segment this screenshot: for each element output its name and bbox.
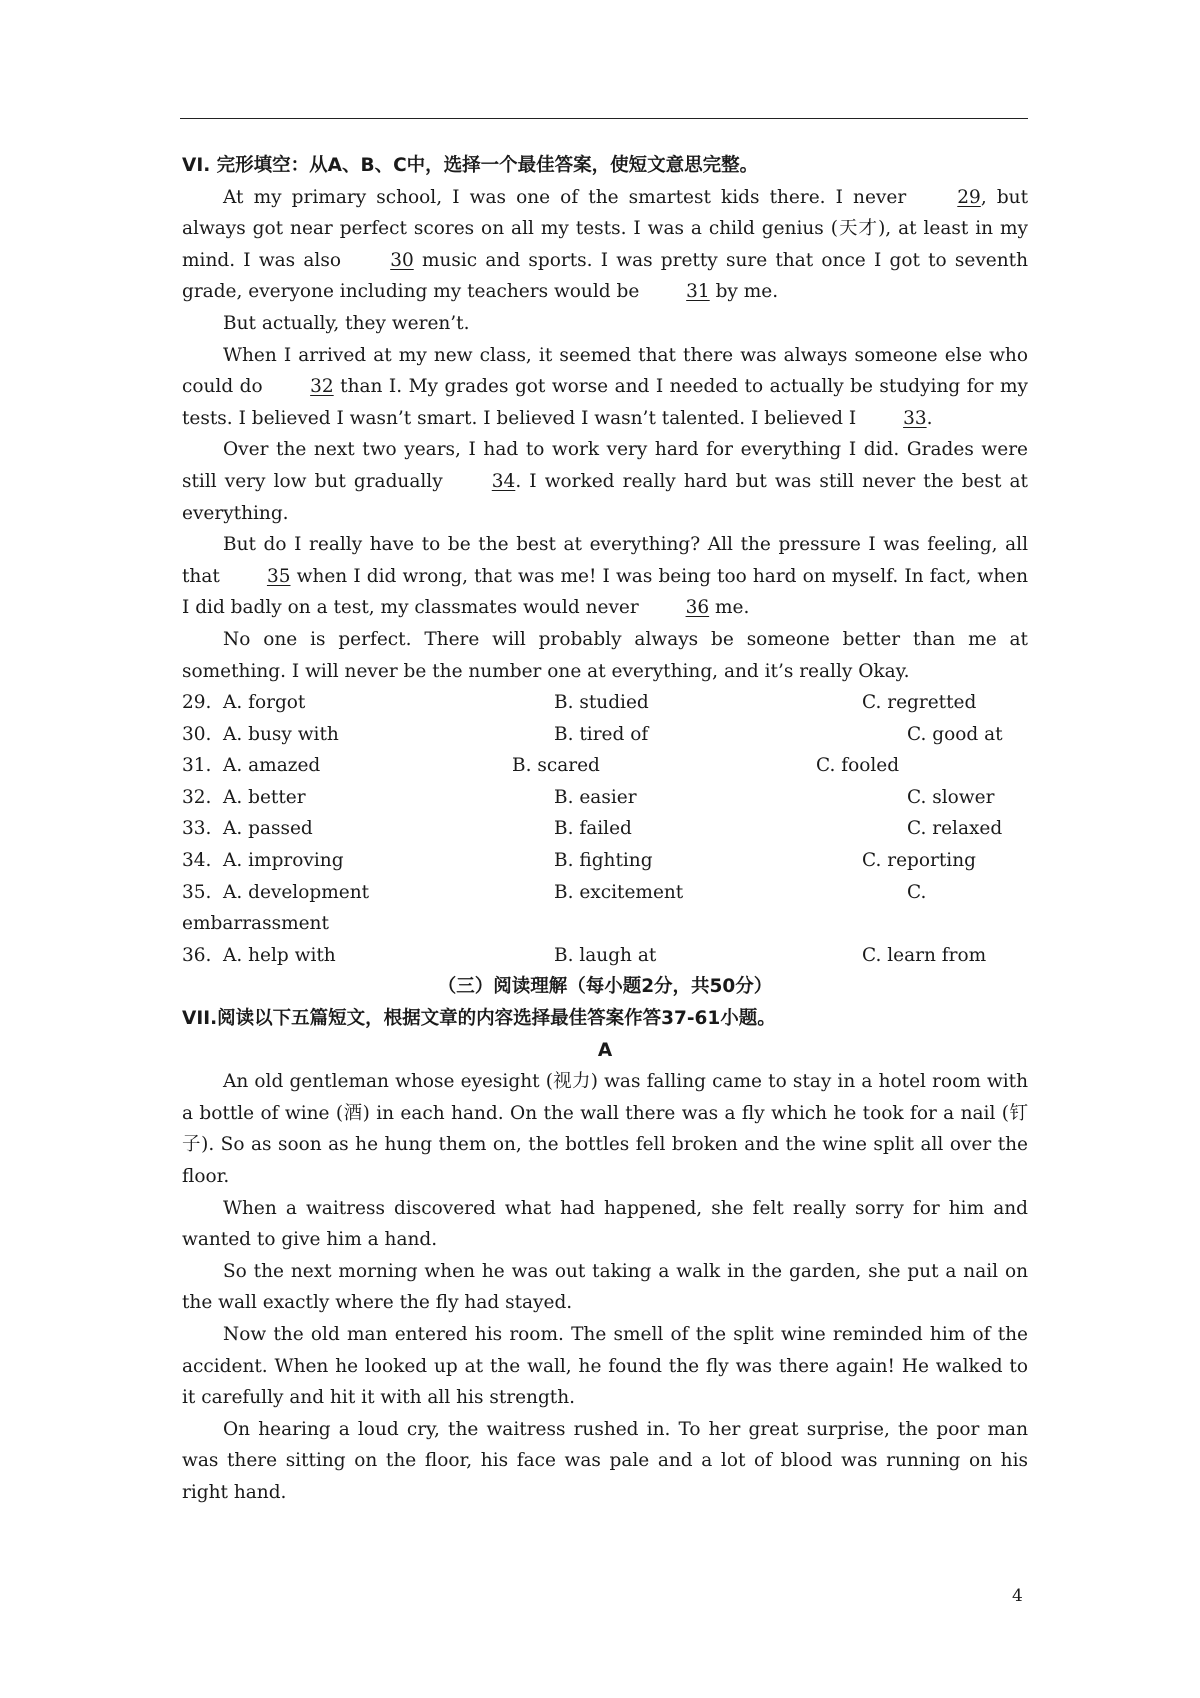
cloze-blank: 33 [903, 407, 927, 429]
cloze-text: music and sports. I was pretty sure that once I got to seventh grade, everyone including my teachers would be [182, 249, 1028, 303]
cloze-paragraph [182, 182, 1028, 308]
option-b: B. tired of [554, 723, 649, 745]
page-number: 4 [1012, 1586, 1023, 1606]
option-c: C. good at [907, 723, 1003, 745]
cloze-paragraph [182, 529, 1028, 624]
option-a: A. busy with [223, 723, 339, 745]
reading-instructions: VII.阅读以下五篇短文，根据文章的内容选择最佳答案作答37-61小题。 [182, 1008, 776, 1030]
cloze-blank: 29 [957, 186, 981, 208]
option-number: 36. [182, 944, 212, 966]
cloze-blank: 35 [266, 565, 291, 587]
option-c: C. slower [907, 786, 995, 808]
cloze-text: when I did wrong, that was me! I was being too hard on myself. In fact, when I did badly on a test, my classmates would never [182, 565, 1028, 619]
option-b: B. studied [554, 692, 649, 714]
option-row [182, 750, 1028, 782]
cloze-heading: VI. 完形填空：从A、B、C中，选择一个最佳答案，使短文意思完整。 [182, 155, 759, 176]
passage-paragraph: An old gentleman whose eyesight (视力) was falling came to stay in a hotel room with a bottle of wine (酒) in each hand. On the wall there was a fly which he took for a nail (钉子). So as soon as he hung them on, the bottles fell broken and the wine split all over the floor. [182, 1071, 1028, 1187]
option-a: A. amazed [223, 755, 321, 777]
option-c: C. [907, 881, 927, 903]
cloze-passage [182, 182, 1028, 688]
option-b: B. fighting [554, 850, 653, 872]
cloze-blank: 30 [390, 249, 414, 271]
option-number: 30. [182, 723, 212, 745]
cloze-text: When I arrived at my new class, it seemed that there was always someone else who could do [182, 344, 1028, 398]
option-number: 35. [182, 881, 212, 903]
option-b: B. laugh at [554, 944, 657, 966]
reading-section-title: （三）阅读理解（每小题2分，共50分） [437, 976, 773, 998]
cloze-paragraph [182, 624, 1028, 687]
option-c: C. fooled [816, 755, 900, 777]
cloze-text: me. [709, 597, 750, 619]
passage-label: A [597, 1039, 613, 1061]
cloze-text: But do I really have to be the best at everything? All the pressure I was feeling, all that [182, 534, 1028, 587]
cloze-text: by me. [709, 281, 779, 303]
cloze-text: . [926, 407, 933, 429]
cloze-text: , but always got near perfect scores on all my tests. I was a child genius (天才), at least in my mind. I was also [182, 186, 1029, 271]
cloze-text: than I. My grades got worse and I needed to actually be studying for my tests. I believed I wasn’t smart. I believed I wasn’t talented. I believed I [182, 376, 1028, 429]
cloze-paragraph [182, 340, 1028, 435]
option-number: 33. [182, 818, 212, 840]
option-wrap-line [182, 908, 1028, 940]
cloze-blank: 31 [686, 281, 710, 303]
option-row [182, 687, 1028, 719]
cloze-paragraph [182, 308, 1028, 340]
cloze-text: . I worked really hard but was still never the best at everything. [182, 470, 1028, 524]
passage-paragraph: Now the old man entered his room. The smell of the split wine reminded him of the accident. When he looked up at the wall, he found the fly was there again! He walked to it carefully and hit it with all his strength. [182, 1323, 1028, 1409]
option-number: 29. [182, 692, 212, 714]
passage-paragraph: When a waitress discovered what had happened, she felt really sorry for him and wanted to give him a hand. [182, 1197, 1028, 1251]
option-c: C. learn from [862, 944, 987, 966]
option-c: C. regretted [862, 692, 977, 714]
option-a: A. improving [223, 850, 344, 872]
passage-paragraph: So the next morning when he was out taking a walk in the garden, she put a nail on the wall exactly where the fly had stayed. [182, 1260, 1028, 1314]
option-c-continued: embarrassment [182, 913, 329, 935]
option-row [182, 719, 1028, 751]
cloze-blank: 32 [310, 376, 334, 398]
option-a: A. passed [223, 818, 313, 840]
passage-paragraph: On hearing a loud cry, the waitress rushed in. To her great surprise, the poor man was there sitting on the floor, his face was pale and a lot of blood was running on his right hand. [182, 1418, 1028, 1503]
option-number: 31. [182, 755, 212, 777]
cloze-text: No one is perfect. There will probably always be someone better than me at something. I will never be the number one at everything, and it’s really Okay. [182, 628, 1028, 682]
page-content [182, 150, 1028, 1509]
option-row [182, 940, 1028, 972]
option-number: 34. [182, 850, 212, 872]
reading-passage-a [182, 1066, 1028, 1508]
option-a: A. better [223, 786, 306, 808]
cloze-paragraph [182, 434, 1028, 529]
option-a: A. development [223, 881, 370, 903]
cloze-text: Over the next two years, I had to work very hard for everything I did. Grades were still very low but gradually [182, 439, 1028, 492]
cloze-text: But actually, they weren’t. [223, 312, 470, 334]
option-b: B. scared [512, 755, 600, 777]
option-c: C. relaxed [907, 818, 1003, 840]
option-b: B. excitement [554, 881, 684, 903]
option-a: A. help with [223, 944, 336, 966]
option-b: B. easier [554, 786, 637, 808]
cloze-blank: 36 [685, 597, 710, 619]
header-rule [180, 118, 1028, 119]
option-number: 32. [182, 786, 212, 808]
cloze-text: At my primary school, I was one of the smartest kids there. I never [223, 186, 917, 208]
cloze-options [182, 687, 1028, 971]
cloze-blank: 34 [491, 470, 516, 492]
option-row [182, 845, 1028, 877]
option-a: A. forgot [223, 692, 306, 714]
option-b: B. failed [554, 818, 632, 840]
option-row [182, 782, 1028, 814]
option-c: C. reporting [862, 850, 976, 872]
option-row [182, 813, 1028, 845]
option-row [182, 877, 1028, 909]
